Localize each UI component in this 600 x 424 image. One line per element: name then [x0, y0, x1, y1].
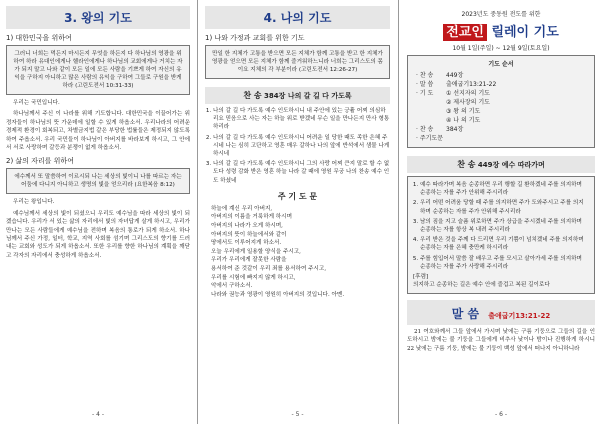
order-row	[416, 107, 586, 116]
scripture-box: 에수께서 또 말씀하여 이르시되 나는 세상의 빛이니 나를 따르는 자는 어둠에 다니지 아니하고 생명의 빛을 얻으리라 (요한복음 8:12)	[6, 168, 190, 194]
scripture-text	[407, 328, 595, 353]
line: 나라와 권능과 영광이 영원히 아버지의 것입니다. 아멘.	[211, 291, 345, 298]
body-text	[6, 198, 190, 260]
order-key: · 말 씀	[416, 81, 434, 88]
scripture-ref: 출애굽기13:21-22	[488, 312, 551, 321]
order-value: ① 선지자의 기도	[446, 90, 490, 97]
order-row	[416, 80, 586, 89]
scripture-box: 만일 한 지체가 고통을 받으면 모든 지체가 함께 고통을 받고 한 지체가 영광을 얻으면 모든 지체가 함께 즐거워하느니라 너희는 그리스도의 몸이요 지체의 각 부분이라 (고린도전서 12:26-27)	[205, 45, 390, 79]
list-item: 2. 나의 갈 길 다 가도록 예수 인도하시니 어려운 일 당한 때도 족한 은혜 주시네 나는 심히 고단하고 영혼 매우 갈하나 나의 앞에 반석에서 샘물 나게 하시네	[213, 134, 390, 159]
line: 악에서 구하소서.	[211, 283, 253, 290]
page-6	[407, 6, 595, 424]
hymn-title: 449장 예수 따라가며	[477, 161, 545, 169]
list-item: 3. 나의 갈 길 다 가도록 예수 인도하시니 그의 사랑 어찌 큰지 말로 할 수 없도다 성령 감화 받은 영혼 하늘 나라 갈 때에 영원 무궁 나의 찬송 예수 인도 하셨네	[213, 160, 390, 185]
line: 하늘에 계신 우리 아버지,	[211, 205, 273, 212]
line: 아버지의 이름을 거룩하게 하시며	[211, 214, 292, 221]
list-item: 2. 우리 어떤 어려움 당할 때 주를 의지하면 주가 도와주시고 주를 의지하며 순종하는 자를 주가 안위해 주시리라	[420, 199, 589, 215]
line: 아버지의 나라가 오게 하시며,	[211, 223, 283, 230]
list-item: 3. 남의 짐을 지고 슬픔 위로하면 주가 상급을 주시겠네 주를 의지하며 순종하는 자를 항상 복 내려 주시리라	[420, 218, 589, 234]
order-row	[416, 89, 586, 98]
order-value: 384장	[446, 126, 464, 133]
hymn-heading	[205, 87, 390, 104]
hymn-verses	[205, 107, 390, 185]
order-row	[416, 125, 586, 134]
header-title	[407, 21, 595, 40]
lords-prayer-title: 주 기 도 문	[277, 191, 318, 201]
order-value: 449장	[446, 72, 464, 79]
header-title-red: 전교인	[443, 24, 487, 41]
order-box	[407, 55, 595, 148]
hymn-title: 384장 나의 갈 길 다 가도록	[264, 92, 352, 100]
list-item: 4. 우리 받은 것을 주께 다 드리면 우리 기쁨이 넘치겠네 주를 의지하며 순종하는 자를 은혜 충만케 하시리라	[420, 236, 589, 252]
section-title: 4. 나의 기도	[205, 6, 390, 29]
paragraph: 우리는 왕입니다.	[13, 199, 55, 206]
header-date: 10월 1일(주일) ~ 12월 9일(토요일)	[452, 45, 550, 52]
paragraph: 예수님께서 세상의 빛이 되셨으니 우리도 예수님을 따라 세상의 빛이 되겠습니다. 우리가 서 있는 삶의 자리에서 빛의 자녀답게 살게 하시고, 우리가 만나는 모든 사람들에게 예수님을 전하며 복음의 통로가 되게 하소서. 하나님께서 주신 가정, 일터, 학교, 지역 사회를 섬기며 그리스도의 향기를 드러내는 교회와 성도가 되게 하옵소서. 또한 우리를 향한 하나님의 계획을 깨닫고 각자의 자리에서 충성하게 하옵소서.	[6, 210, 190, 259]
column-divider	[197, 0, 198, 424]
line: 용서하여 준 것같이 우리 죄를 용서하여 주시고,	[211, 265, 327, 272]
header-subtitle: 2023년도 중동원 전도를 위한	[461, 11, 541, 18]
hymn-label: 찬 송	[457, 160, 476, 169]
section-title: 3. 왕의 기도	[6, 6, 190, 29]
line: 땅에서도 이루어지게 하소서.	[211, 240, 282, 247]
order-row	[416, 134, 586, 143]
order-key: · 기 도	[416, 90, 434, 97]
order-row	[416, 98, 586, 107]
page-number: - 4 -	[92, 411, 104, 418]
list-item: 5. 주를 힘입어서 말씀 잘 배우고 주를 모시고 살아가세 주를 의지하며 순종하는 자를 주가 사랑해 주시리라	[420, 255, 589, 271]
page-number: - 5 -	[291, 411, 304, 418]
paragraph: 하나님께서 주신 이 나라를 위해 기도합니다. 대한민국을 이끌어가는 위정자들이 하나님의 뜻 가운데에 일할 수 있게 하옵소서. 우리나라의 어려운 경제적 환경이 회복되고, 차별금지법 같은 부당한 법률들은 제정되지 않도록 하여 주옵소서. 우리 국민들이 하나님이 아버지를 바라보게 하시고, 그 안에서 서로 사랑하며 갈등과 분쟁이 없게 하옵소서.	[6, 111, 190, 152]
order-value: ④ 나 의 기도	[446, 117, 481, 124]
hymn-label: 찬 송	[243, 91, 262, 100]
hymn-heading	[407, 156, 595, 173]
subheading: 1) 나와 가정과 교회를 위한 기도	[205, 34, 305, 42]
paragraph: 우리는 국민입니다.	[13, 100, 60, 106]
hymn-box	[407, 176, 595, 294]
order-key	[416, 98, 446, 107]
line: 오늘 우리에게 일용할 양식을 주시고,	[211, 248, 301, 255]
scripture-label: 말 씀	[451, 307, 480, 322]
order-key: · 찬 송	[416, 72, 434, 79]
lords-prayer	[205, 205, 390, 300]
page-5	[205, 6, 390, 424]
order-key: · 찬 송	[416, 126, 434, 133]
list-item: 1. 나의 갈 길 다 가도록 예수 인도하시니 내 주안에 있는 긍휼 어찌 의심하리요 믿음으로 사는 자는 하늘 위로 받겠네 무슨 일을 만나든지 만사 형통하리라	[213, 107, 390, 132]
subheading: 2) 삶의 자리를 위하여	[6, 157, 74, 166]
scripture-box: 그러니 너희는 먹든지 마시든지 무엇을 하든지 다 하나님의 영광을 위하여 하라 유대인에게나 헬라인에게나 하나님의 교회에게나 거치는 자가 되지 말고 나와 같이 모든 일에 모든 사람을 기쁘게 하여 자신의 유익을 구하지 아니하고 많은 사람의 유익을 구하여 그들로 구원을 받게 하라 (고린도전서 10:31-33)	[6, 45, 190, 95]
refrain-label: [후렴]	[413, 274, 429, 281]
order-key	[416, 107, 446, 116]
line: 아버지의 뜻이 하늘에서와 같이	[211, 231, 287, 238]
order-key: · 주기도문	[416, 135, 443, 142]
subheading: 1) 대한민국을 위하여	[6, 34, 72, 42]
order-title: 기도 순서	[488, 61, 514, 68]
order-row	[416, 71, 586, 80]
hymn-verses	[413, 181, 589, 271]
order-value: 출애굽기13:21-22	[446, 81, 497, 88]
paragraph: 21 여호와께서 그들 앞에서 가시며 낮에는 구름 기둥으로 그들의 길을 인도하시고 밤에는 불 기둥을 그들에게 비추사 낮이나 밤이나 진행하게 하시니 22 낮에는 구름 기둥, 밤에는 불 기둥이 백성 앞에서 떠나지 아니하니라	[407, 329, 595, 352]
line: 우리가 우리에게 잘못한 사람을	[211, 257, 287, 264]
refrain-text: 의지하고 순종하는 길은 예수 안에 즐겁고 복된 길이로다	[413, 282, 550, 289]
line: 우리를 시험에 빠지지 않게 하시고,	[211, 274, 296, 281]
header-title-blue: 릴레이 기도	[491, 25, 559, 40]
order-value: ③ 왕 의 기도	[446, 108, 481, 115]
order-key	[416, 116, 446, 125]
page-number: - 6 -	[495, 411, 507, 418]
scripture-heading	[407, 300, 595, 325]
order-value: ② 제사장의 기도	[446, 99, 490, 106]
body-text	[6, 99, 190, 152]
column-divider	[398, 0, 399, 424]
order-row	[416, 116, 586, 125]
page-4	[6, 6, 190, 424]
list-item: 1. 예수 따라가며 복음 순종하면 우리 행할 길 환하겠네 주를 의지하며 순종하는 자를 주가 안위해 주시리라	[420, 181, 589, 197]
